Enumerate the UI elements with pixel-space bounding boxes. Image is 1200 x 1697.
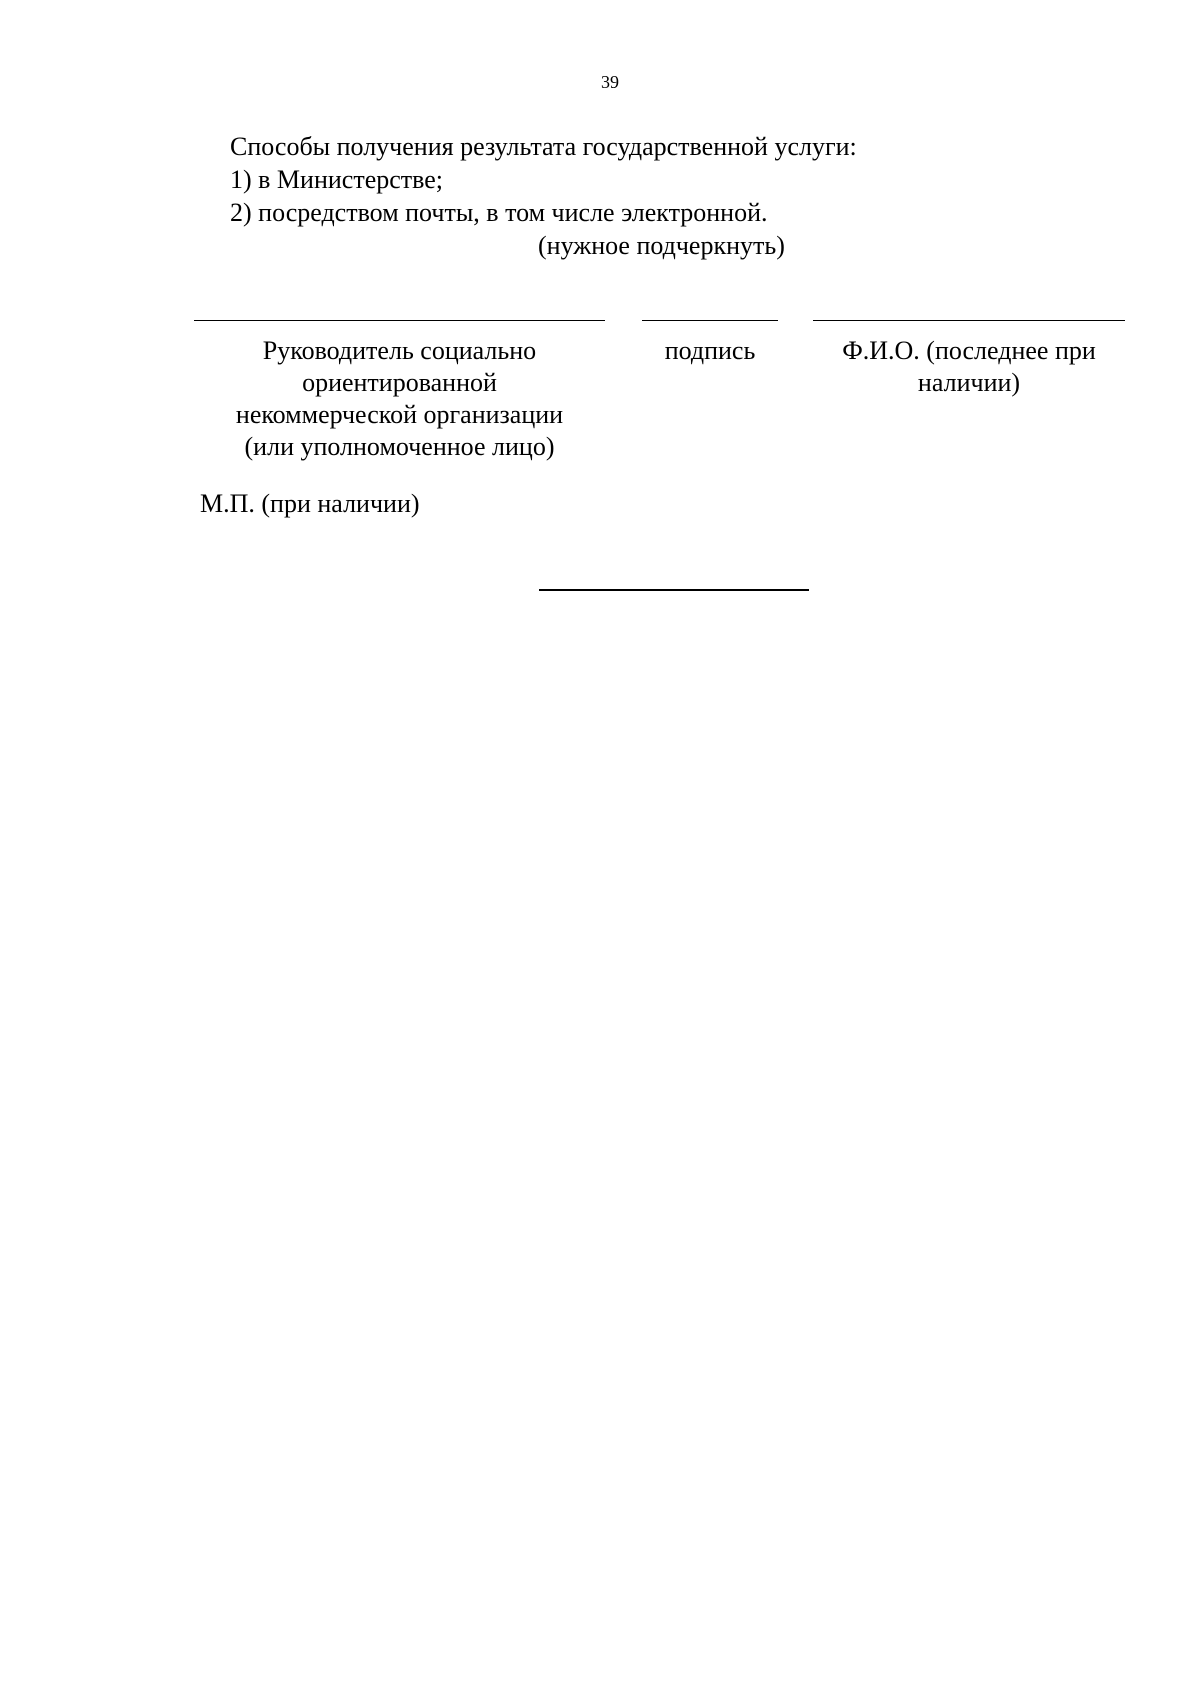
result-method-option: 1) в Министерстве; [230, 165, 444, 194]
result-method-option: 2) посредством почты, в том числе электронной. [230, 198, 768, 227]
name-caption-line: Ф.И.О. (последнее при [842, 336, 1096, 365]
head-signature-line [194, 320, 605, 321]
full-name-line [813, 320, 1125, 321]
full-name-caption [813, 335, 1125, 399]
result-methods-heading: Способы получения результата государственной услуги: [230, 132, 857, 161]
signature-caption-text: подпись [664, 336, 756, 365]
underline-instruction-note: (нужное подчеркнуть) [538, 231, 785, 260]
head-caption-line: (или уполномоченное лицо) [244, 432, 555, 461]
head-position-caption [194, 335, 605, 463]
stamp-label: М.П. (при наличии) [200, 489, 420, 518]
document-end-rule [539, 589, 809, 591]
signature-caption [642, 335, 778, 367]
result-methods-section [230, 130, 1030, 262]
head-caption-line: Руководитель социально [262, 336, 537, 365]
page-number: 39 [601, 72, 619, 92]
head-caption-line: некоммерческой организации [235, 400, 564, 429]
signature-line [642, 320, 778, 321]
name-caption-line: наличии) [917, 368, 1021, 397]
head-caption-line: ориентированной [302, 368, 497, 397]
